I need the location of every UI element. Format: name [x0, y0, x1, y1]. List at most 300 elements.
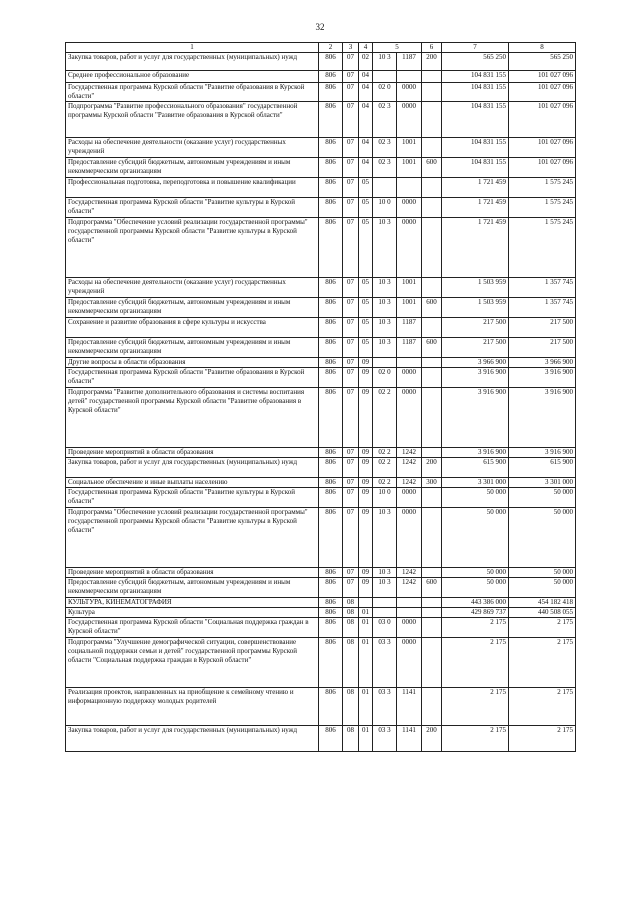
cell-target-direction: 0000 — [397, 638, 422, 688]
cell-expense-type — [422, 568, 442, 578]
cell-rz: 07 — [343, 178, 359, 198]
cell-name: Другие вопросы в области образования — [66, 358, 319, 368]
cell-target-program — [373, 358, 397, 368]
cell-target-direction: 1001 — [397, 138, 422, 158]
cell-rz: 07 — [343, 278, 359, 298]
cell-expense-type: 600 — [422, 578, 442, 598]
cell-gr: 806 — [319, 608, 343, 618]
cell-rz: 07 — [343, 448, 359, 458]
cell-gr: 806 — [319, 368, 343, 388]
cell-target-direction: 0000 — [397, 388, 422, 448]
cell-amount-2: 1 357 745 — [509, 298, 576, 318]
cell-amount-2: 50 000 — [509, 488, 576, 508]
cell-gr: 806 — [319, 688, 343, 726]
cell-target-program: 03 3 — [373, 638, 397, 688]
cell-target-direction: 0000 — [397, 218, 422, 278]
cell-pr: 09 — [359, 358, 373, 368]
cell-target-direction: 1242 — [397, 478, 422, 488]
cell-name: Подпрограмма "Развитие профессионального образования" государственной программы Курской области "Развитие образования в Курской области" — [66, 102, 319, 138]
table-row — [66, 368, 576, 388]
cell-amount-2: 101 027 096 — [509, 158, 576, 178]
header-cell: 6 — [422, 43, 442, 53]
cell-amount-1: 565 250 — [442, 53, 509, 71]
cell-rz: 07 — [343, 338, 359, 358]
cell-amount-2: 3 916 900 — [509, 448, 576, 458]
cell-target-direction — [397, 178, 422, 198]
cell-rz: 08 — [343, 726, 359, 752]
cell-target-program: 10 0 — [373, 488, 397, 508]
table-row — [66, 178, 576, 198]
cell-amount-2: 1 575 245 — [509, 178, 576, 198]
cell-amount-2: 3 916 900 — [509, 368, 576, 388]
cell-expense-type — [422, 608, 442, 618]
cell-amount-2: 2 175 — [509, 726, 576, 752]
cell-target-program: 10 3 — [373, 508, 397, 568]
cell-rz: 07 — [343, 318, 359, 338]
cell-rz: 07 — [343, 198, 359, 218]
cell-name: Государственная программа Курской области "Развитие образования в Курской области" — [66, 368, 319, 388]
cell-target-program: 02 2 — [373, 448, 397, 458]
cell-name: Закупка товаров, работ и услуг для государственных (муниципальных) нужд — [66, 53, 319, 71]
cell-amount-2: 2 175 — [509, 638, 576, 688]
cell-target-direction: 0000 — [397, 488, 422, 508]
cell-pr: 05 — [359, 318, 373, 338]
table-row — [66, 138, 576, 158]
cell-rz: 08 — [343, 688, 359, 726]
cell-target-direction — [397, 608, 422, 618]
cell-target-direction: 0000 — [397, 102, 422, 138]
cell-name: Предоставление субсидий бюджетным, автономным учреждениям и иным некоммерческим организациям — [66, 298, 319, 318]
cell-target-direction: 1242 — [397, 458, 422, 478]
table-row — [66, 71, 576, 83]
cell-amount-2: 615 900 — [509, 458, 576, 478]
cell-gr: 806 — [319, 158, 343, 178]
table-row — [66, 198, 576, 218]
cell-expense-type — [422, 198, 442, 218]
table-row — [66, 508, 576, 568]
header-cell: 1 — [66, 43, 319, 53]
cell-target-direction: 1187 — [397, 53, 422, 71]
cell-amount-1: 2 175 — [442, 726, 509, 752]
cell-target-program: 03 3 — [373, 688, 397, 726]
cell-target-program: 10 3 — [373, 278, 397, 298]
cell-target-program: 10 3 — [373, 298, 397, 318]
cell-pr: 01 — [359, 638, 373, 688]
header-row — [66, 43, 576, 53]
cell-pr: 04 — [359, 71, 373, 83]
cell-pr: 02 — [359, 53, 373, 71]
cell-target-direction: 1001 — [397, 278, 422, 298]
cell-target-program — [373, 71, 397, 83]
cell-amount-1: 615 900 — [442, 458, 509, 478]
cell-amount-1: 104 831 155 — [442, 83, 509, 102]
cell-target-program: 10 3 — [373, 578, 397, 598]
cell-target-direction: 0000 — [397, 198, 422, 218]
cell-expense-type — [422, 618, 442, 638]
cell-target-program — [373, 608, 397, 618]
cell-pr: 09 — [359, 448, 373, 458]
cell-expense-type — [422, 448, 442, 458]
cell-amount-1: 2 175 — [442, 638, 509, 688]
cell-amount-1: 1 503 959 — [442, 298, 509, 318]
cell-gr: 806 — [319, 53, 343, 71]
cell-gr: 806 — [319, 138, 343, 158]
cell-expense-type: 600 — [422, 298, 442, 318]
table-row — [66, 618, 576, 638]
table-row — [66, 578, 576, 598]
cell-amount-1: 3 916 900 — [442, 448, 509, 458]
cell-target-program: 03 0 — [373, 618, 397, 638]
cell-rz: 07 — [343, 488, 359, 508]
cell-pr: 09 — [359, 388, 373, 448]
cell-name: Подпрограмма "Развитие дополнительного образования и системы воспитания детей" государственной программы Курской области "Развитие образования в Курской области" — [66, 388, 319, 448]
table-row — [66, 218, 576, 278]
cell-gr: 806 — [319, 102, 343, 138]
cell-rz: 07 — [343, 508, 359, 568]
cell-name: Государственная программа Курской области "Развитие культуры в Курской области" — [66, 488, 319, 508]
header-cell: 4 — [359, 43, 373, 53]
cell-amount-1: 50 000 — [442, 508, 509, 568]
cell-rz: 07 — [343, 388, 359, 448]
cell-gr: 806 — [319, 338, 343, 358]
cell-target-direction: 0000 — [397, 618, 422, 638]
cell-name: Государственная программа Курской области "Развитие образования в Курской области" — [66, 83, 319, 102]
cell-expense-type — [422, 598, 442, 608]
cell-target-direction — [397, 358, 422, 368]
cell-expense-type — [422, 358, 442, 368]
cell-gr: 806 — [319, 508, 343, 568]
cell-expense-type — [422, 388, 442, 448]
table-row — [66, 688, 576, 726]
table-row — [66, 158, 576, 178]
cell-name: Среднее профессиональное образование — [66, 71, 319, 83]
cell-rz: 07 — [343, 368, 359, 388]
cell-amount-2: 217 500 — [509, 338, 576, 358]
cell-rz: 07 — [343, 568, 359, 578]
cell-amount-2: 454 182 418 — [509, 598, 576, 608]
cell-name: Закупка товаров, работ и услуг для государственных (муниципальных) нужд — [66, 726, 319, 752]
table-row — [66, 448, 576, 458]
table-row — [66, 638, 576, 688]
cell-amount-2: 50 000 — [509, 508, 576, 568]
cell-pr: 05 — [359, 278, 373, 298]
cell-pr: 09 — [359, 478, 373, 488]
cell-target-program: 10 3 — [373, 53, 397, 71]
cell-rz: 08 — [343, 608, 359, 618]
cell-target-direction: 1001 — [397, 158, 422, 178]
cell-name: Предоставление субсидий бюджетным, автономным учреждениям и иным некоммерческим организациям — [66, 158, 319, 178]
cell-amount-2: 50 000 — [509, 578, 576, 598]
cell-target-program: 02 2 — [373, 478, 397, 488]
cell-name: Реализация проектов, направленных на приобщение к семейному чтению и информационную поддержку молодых родителей — [66, 688, 319, 726]
cell-target-direction: 0000 — [397, 368, 422, 388]
cell-gr: 806 — [319, 726, 343, 752]
cell-target-program: 02 3 — [373, 102, 397, 138]
cell-target-direction: 1141 — [397, 688, 422, 726]
cell-amount-1: 3 916 900 — [442, 388, 509, 448]
cell-amount-1: 429 869 737 — [442, 608, 509, 618]
cell-name: Проведение мероприятий в области образования — [66, 568, 319, 578]
cell-pr — [359, 598, 373, 608]
cell-name: Проведение мероприятий в области образования — [66, 448, 319, 458]
cell-rz: 07 — [343, 478, 359, 488]
cell-name: Профессиональная подготовка, переподготовка и повышение квалификации — [66, 178, 319, 198]
table-row — [66, 598, 576, 608]
cell-amount-1: 1 503 959 — [442, 278, 509, 298]
cell-amount-1: 50 000 — [442, 578, 509, 598]
cell-target-program — [373, 598, 397, 608]
cell-target-program: 10 0 — [373, 198, 397, 218]
cell-name: Предоставление субсидий бюджетным, автономным учреждениям и иным некоммерческим организациям — [66, 338, 319, 358]
cell-rz: 07 — [343, 158, 359, 178]
cell-amount-1: 3 966 900 — [442, 358, 509, 368]
cell-pr: 09 — [359, 458, 373, 478]
cell-name: Государственная программа Курской области "Развитие культуры в Курской области" — [66, 198, 319, 218]
cell-rz: 07 — [343, 298, 359, 318]
header-cell: 8 — [509, 43, 576, 53]
cell-expense-type — [422, 83, 442, 102]
cell-amount-2: 101 027 096 — [509, 138, 576, 158]
cell-amount-1: 3 916 900 — [442, 368, 509, 388]
cell-target-program: 02 2 — [373, 458, 397, 478]
cell-rz: 07 — [343, 218, 359, 278]
table-row — [66, 488, 576, 508]
cell-expense-type — [422, 508, 442, 568]
cell-name: Предоставление субсидий бюджетным, автономным учреждениям и иным некоммерческим организациям — [66, 578, 319, 598]
cell-amount-2: 3 301 000 — [509, 478, 576, 488]
cell-gr: 806 — [319, 618, 343, 638]
cell-expense-type: 600 — [422, 158, 442, 178]
cell-amount-2: 50 000 — [509, 568, 576, 578]
header-cell: 5 — [373, 43, 422, 53]
cell-pr: 05 — [359, 338, 373, 358]
header-cell: 3 — [343, 43, 359, 53]
cell-amount-1: 104 831 155 — [442, 71, 509, 83]
cell-amount-1: 1 721 459 — [442, 198, 509, 218]
cell-gr: 806 — [319, 638, 343, 688]
cell-gr: 806 — [319, 278, 343, 298]
table-row — [66, 388, 576, 448]
cell-target-program: 02 3 — [373, 158, 397, 178]
header-cell: 2 — [319, 43, 343, 53]
cell-target-direction: 1141 — [397, 726, 422, 752]
table-row — [66, 568, 576, 578]
table-row — [66, 608, 576, 618]
cell-expense-type — [422, 138, 442, 158]
budget-table — [65, 42, 576, 752]
cell-target-program: 10 3 — [373, 338, 397, 358]
cell-gr: 806 — [319, 358, 343, 368]
table-row — [66, 83, 576, 102]
cell-expense-type: 200 — [422, 53, 442, 71]
cell-pr: 05 — [359, 198, 373, 218]
table-row — [66, 298, 576, 318]
cell-name: КУЛЬТУРА, КИНЕМАТОГРАФИЯ — [66, 598, 319, 608]
cell-amount-2: 1 357 745 — [509, 278, 576, 298]
cell-amount-2: 1 575 245 — [509, 198, 576, 218]
cell-name: Расходы на обеспечение деятельности (оказание услуг) государственных учреждений — [66, 138, 319, 158]
cell-gr: 806 — [319, 83, 343, 102]
cell-name: Расходы на обеспечение деятельности (оказание услуг) государственных учреждений — [66, 278, 319, 298]
cell-amount-1: 104 831 155 — [442, 102, 509, 138]
cell-pr: 09 — [359, 488, 373, 508]
cell-target-direction: 1187 — [397, 318, 422, 338]
cell-pr: 09 — [359, 578, 373, 598]
cell-expense-type — [422, 368, 442, 388]
cell-pr: 04 — [359, 138, 373, 158]
cell-rz: 07 — [343, 358, 359, 368]
cell-pr: 05 — [359, 218, 373, 278]
cell-amount-1: 217 500 — [442, 338, 509, 358]
cell-amount-2: 440 508 055 — [509, 608, 576, 618]
cell-pr: 09 — [359, 508, 373, 568]
cell-target-direction: 1242 — [397, 448, 422, 458]
cell-expense-type — [422, 638, 442, 688]
cell-name: Сохранение и развитие образования в сфере культуры и искусства — [66, 318, 319, 338]
cell-target-direction — [397, 71, 422, 83]
cell-amount-2: 3 916 900 — [509, 388, 576, 448]
cell-amount-2: 1 575 245 — [509, 218, 576, 278]
cell-gr: 806 — [319, 298, 343, 318]
cell-amount-1: 443 386 000 — [442, 598, 509, 608]
cell-gr: 806 — [319, 218, 343, 278]
cell-expense-type — [422, 218, 442, 278]
cell-name: Закупка товаров, работ и услуг для государственных (муниципальных) нужд — [66, 458, 319, 478]
cell-pr: 01 — [359, 608, 373, 618]
cell-gr: 806 — [319, 598, 343, 608]
table-row — [66, 358, 576, 368]
cell-rz: 08 — [343, 618, 359, 638]
cell-pr: 01 — [359, 688, 373, 726]
table-row — [66, 102, 576, 138]
cell-rz: 07 — [343, 53, 359, 71]
cell-target-direction: 1242 — [397, 568, 422, 578]
cell-amount-2: 3 966 900 — [509, 358, 576, 368]
cell-expense-type — [422, 102, 442, 138]
cell-gr: 806 — [319, 488, 343, 508]
cell-expense-type: 300 — [422, 478, 442, 488]
cell-amount-1: 1 721 459 — [442, 218, 509, 278]
table-row — [66, 478, 576, 488]
cell-gr: 806 — [319, 568, 343, 578]
cell-amount-2: 2 175 — [509, 618, 576, 638]
cell-expense-type — [422, 318, 442, 338]
cell-name: Культура — [66, 608, 319, 618]
cell-target-direction: 1242 — [397, 578, 422, 598]
cell-target-program: 02 0 — [373, 368, 397, 388]
cell-expense-type — [422, 178, 442, 198]
cell-rz: 08 — [343, 598, 359, 608]
cell-expense-type — [422, 71, 442, 83]
cell-target-direction: 1187 — [397, 338, 422, 358]
cell-expense-type — [422, 278, 442, 298]
table-row — [66, 726, 576, 752]
cell-target-program: 02 2 — [373, 388, 397, 448]
cell-gr: 806 — [319, 318, 343, 338]
cell-pr: 09 — [359, 368, 373, 388]
cell-target-direction: 0000 — [397, 508, 422, 568]
cell-gr: 806 — [319, 71, 343, 83]
cell-expense-type — [422, 488, 442, 508]
cell-target-program: 10 3 — [373, 218, 397, 278]
cell-gr: 806 — [319, 198, 343, 218]
table-row — [66, 458, 576, 478]
cell-target-program — [373, 178, 397, 198]
cell-rz: 08 — [343, 638, 359, 688]
cell-rz: 07 — [343, 102, 359, 138]
cell-gr: 806 — [319, 178, 343, 198]
cell-target-direction — [397, 598, 422, 608]
cell-pr: 05 — [359, 178, 373, 198]
cell-name: Государственная программа Курской области "Социальная поддержка граждан в Курской области" — [66, 618, 319, 638]
cell-rz: 07 — [343, 138, 359, 158]
cell-pr: 04 — [359, 83, 373, 102]
cell-gr: 806 — [319, 388, 343, 448]
cell-amount-1: 3 301 000 — [442, 478, 509, 488]
cell-gr: 806 — [319, 458, 343, 478]
cell-amount-1: 50 000 — [442, 488, 509, 508]
cell-gr: 806 — [319, 448, 343, 458]
cell-amount-2: 101 027 096 — [509, 102, 576, 138]
cell-expense-type: 600 — [422, 338, 442, 358]
cell-gr: 806 — [319, 578, 343, 598]
cell-target-direction: 0000 — [397, 83, 422, 102]
table-row — [66, 318, 576, 338]
cell-amount-1: 104 831 155 — [442, 138, 509, 158]
cell-expense-type: 200 — [422, 726, 442, 752]
cell-target-program: 10 3 — [373, 318, 397, 338]
table-row — [66, 53, 576, 71]
cell-name: Социальное обеспечение и иные выплаты населению — [66, 478, 319, 488]
cell-target-program: 02 0 — [373, 83, 397, 102]
cell-target-program: 10 3 — [373, 568, 397, 578]
header-cell: 7 — [442, 43, 509, 53]
cell-rz: 07 — [343, 578, 359, 598]
cell-target-program: 03 3 — [373, 726, 397, 752]
cell-amount-1: 2 175 — [442, 618, 509, 638]
page-number: 32 — [315, 22, 325, 32]
cell-amount-1: 217 500 — [442, 318, 509, 338]
cell-rz: 07 — [343, 83, 359, 102]
cell-pr: 01 — [359, 618, 373, 638]
cell-name: Подпрограмма "Обеспечение условий реализации государственной программы" государственной программы Курской области "Развитие культуры в Курской области" — [66, 218, 319, 278]
cell-pr: 05 — [359, 298, 373, 318]
cell-amount-2: 101 027 096 — [509, 83, 576, 102]
cell-amount-2: 2 175 — [509, 688, 576, 726]
cell-pr: 04 — [359, 158, 373, 178]
cell-rz: 07 — [343, 458, 359, 478]
cell-target-direction: 1001 — [397, 298, 422, 318]
cell-pr: 01 — [359, 726, 373, 752]
cell-name: Подпрограмма "Улучшение демографической ситуации, совершенствование социальной поддержки семьи и детей" государственной программы Курской области "Социальная поддержка граждан в Курской области" — [66, 638, 319, 688]
cell-amount-2: 101 027 096 — [509, 71, 576, 83]
cell-amount-1: 1 721 459 — [442, 178, 509, 198]
cell-expense-type — [422, 688, 442, 726]
cell-amount-1: 2 175 — [442, 688, 509, 726]
cell-pr: 04 — [359, 102, 373, 138]
cell-target-program: 02 3 — [373, 138, 397, 158]
cell-rz: 07 — [343, 71, 359, 83]
cell-amount-1: 50 000 — [442, 568, 509, 578]
cell-amount-2: 217 500 — [509, 318, 576, 338]
cell-amount-1: 104 831 155 — [442, 158, 509, 178]
cell-pr: 09 — [359, 568, 373, 578]
cell-amount-2: 565 250 — [509, 53, 576, 71]
table-row — [66, 338, 576, 358]
cell-expense-type: 200 — [422, 458, 442, 478]
cell-gr: 806 — [319, 478, 343, 488]
cell-name: Подпрограмма "Обеспечение условий реализации государственной программы" государственной программы Курской области "Развитие культуры в Курской области" — [66, 508, 319, 568]
